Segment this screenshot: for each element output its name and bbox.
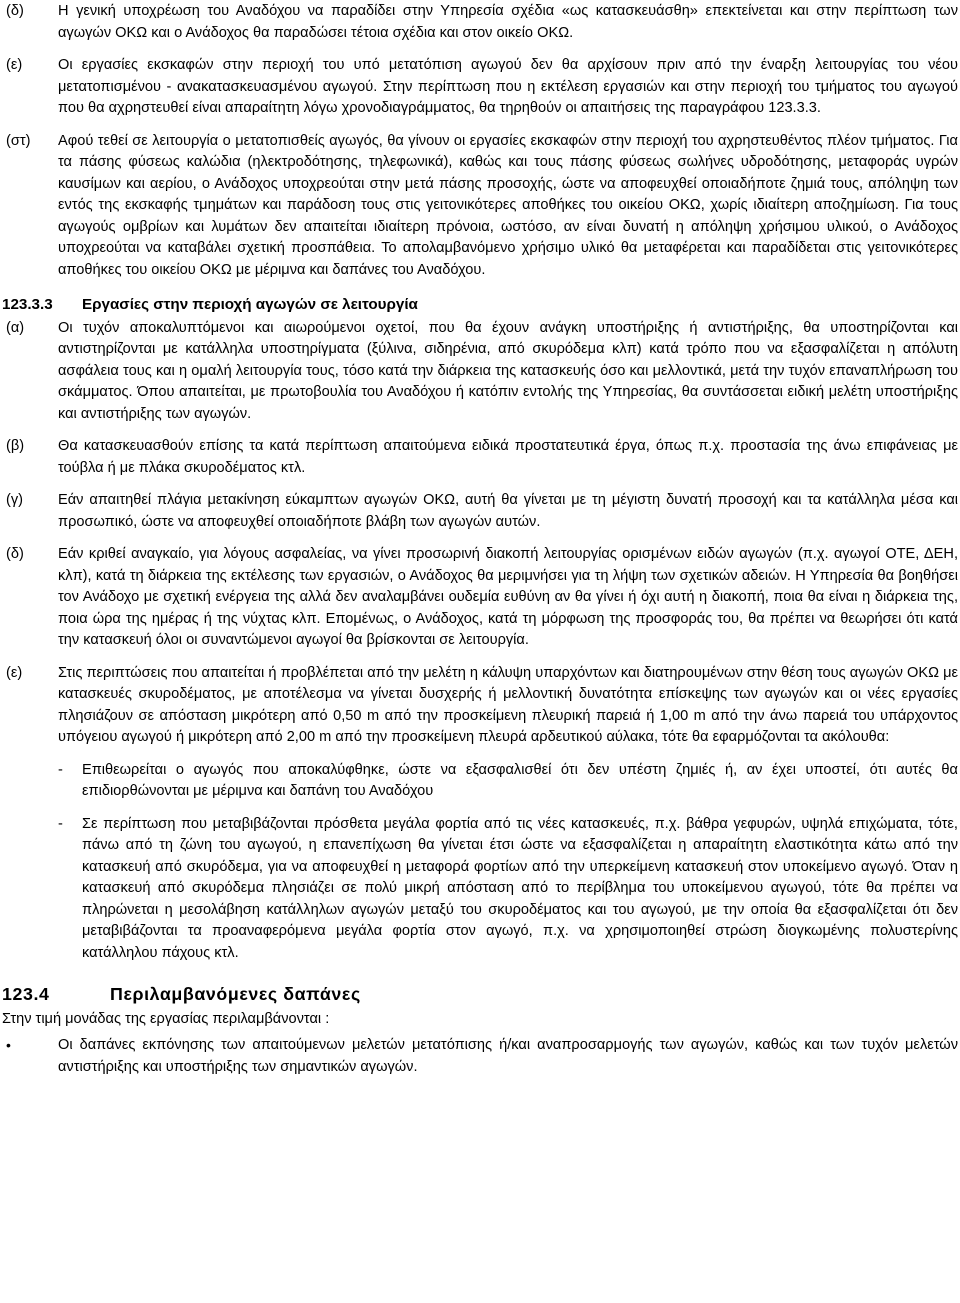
dash-marker: - bbox=[58, 815, 63, 832]
dash-list-item bbox=[0, 760, 960, 803]
section-title: Εργασίες στην περιοχή αγωγών σε λειτουργία bbox=[82, 296, 418, 313]
item-text: Θα κατασκευασθούν επίσης τα κατά περίπτωση απαιτούμενα ειδικά προστατευτικά έργα, όπως π.χ. προστασία της άνω επιφάνειας με τούβλα ή με πλάκα σκυροδέματος κτλ. bbox=[58, 438, 958, 476]
item-text: Οι τυχόν αποκαλυπτόμενοι και αιωρούμενοι οχετοί, που θα έχουν ανάγκη υποστήριξης ή αντιστήριξης, θα υποστηρίζονται και αντιστηρίζονται με κατάλληλα υποστηρίγματα (ξύλινα, σιδηρένια, από σκυρόδεμα κλπ) κατά τρόπο που να εξασφαλίζεται η απόλυτη ασφάλεια τους και η ομαλή λειτουργία τους, τόσο κατά την διάρκεια της κατασκευής όσο και μελλοντικά, μετά την τυχόν επαναπλήρωση του σκάμματος. Όπου απαιτείται, με πρωτοβουλία του Αναδόχου ή κατόπιν εντολής της Υπηρεσίας, θα συντάσσεται ειδική μελέτη υποστήριξης και αντιστήριξης των αγωγών. bbox=[58, 319, 958, 422]
item-label: (α) bbox=[6, 319, 25, 336]
dash-marker: - bbox=[58, 761, 63, 778]
list-item bbox=[0, 55, 960, 120]
section-number: 123.4 bbox=[2, 984, 50, 1004]
list-item bbox=[0, 663, 960, 749]
section-intro: Στην τιμή μονάδας της εργασίας περιλαμβάνονται : bbox=[2, 1010, 330, 1027]
item-text: Οι εργασίες εκσκαφών στην περιοχή του υπό μετατόπιση αγωγού δεν θα αρχίσουν πριν από την έναρξη λειτουργίας του νέου μετατοπισμένου - ανακατασκευασμένου αγωγού. Στην περίπτωση που η εκτέλεση εργασιών και στην περιοχή του τμήματος του αγωγού που θα αχρηστευθεί είναι απαραίτητη λόγω χρονοδιαγράμματος, θα τηρηθούν οι απαιτήσεις της παραγράφου 123.3.3. bbox=[58, 57, 958, 116]
dash-item-text: Σε περίπτωση που μεταβιβάζονται πρόσθετα μεγάλα φορτία από τις νέες κατασκευές, π.χ. βάθρα γεφυρών, υψηλά επιχώματα, τότε, πάνω από τη ζώνη του αγωγού, η επανεπίχωση θα γίνεται έτσι ώστε να εξασφαλίζεται η απαραίτητη ελαστικότητα κάτω από την κατασκευή από σκυρόδεμα, για να αποφευχθεί η μεταφορά φορτίων από την υπερκείμενη κατασκευή στον υποκείμενο αγωγό. Όταν η κατασκευή από σκυρόδεμα πλησιάζει σε πολύ μικρή απόσταση από το περίβλημα του υποκείμενου αγωγού, τότε θα πρέπει να πληρώνεται η μεσολάβηση κατάλληλων αγωγών μεταξύ του σκυροδέματος και του αγωγού, με την οποία θα εξασφαλίζεται ότι δεν μεταβιβάζονται τα προαναφερόμενα μεγάλα φορτία στον αγωγό, π.χ. να χρησιμοποιηθεί στρώση διογκωμένης πολυστερίνης κατάλληλου πάχους κτλ. bbox=[82, 815, 958, 961]
item-text: Αφού τεθεί σε λειτουργία ο μετατοπισθείς αγωγός, θα γίνουν οι εργασίες εκσκαφών στην περιοχή του αχρηστευθέντος πλέον τμήματος. Για τα πάσης φύσεως καλώδια (ηλεκτροδότησης, τηλεφωνικά), καθώς και τους πάσης φύσεως σωλήνες υδροδότησης, μεταφοράς υγρών καυσίμων και αερίου, ο Ανάδοχος υποχρεούται στην μετά πάσης προσοχής, ώστε να αποφευχθεί οποιαδήποτε ζημιά τους, απόληψη των εντός της εκσκαφής τμημάτων και παράδοση τους στις γειτονικότερες αποθήκες του οικείου ΟΚΩ, χωρίς ιδιαίτερη αποζημίωση. Για τους αγωγούς ομβρίων και λυμάτων δεν απαιτείται ιδιαίτερη πρόνοια, ωστόσο, αν είναι δυνατή η απόληψη χρήσιμου υλικού, ο Ανάδοχος υποχρεούται να καταβάλει σχετική προσπάθεια. Το απολαμβανόμενο χρήσιμο υλικό θα μεταφέρεται και παραδίδεται στις γειτονικότερες αποθήκες του οικείου ΟΚΩ με μέριμνα και δαπάνες του Αναδόχου. bbox=[58, 132, 958, 278]
list-item bbox=[0, 436, 960, 479]
item-label: (ε) bbox=[6, 57, 23, 73]
list-item bbox=[0, 318, 960, 426]
bullet-icon: • bbox=[6, 1037, 11, 1053]
item-text: Η γενική υποχρέωση του Αναδόχου να παραδίδει στην Υπηρεσία σχέδια «ως κατασκευάσθη» επεκτείνεται και στην περίπτωση των αγωγών ΟΚΩ και ο Ανάδοχος θα παραδώσει τέτοια σχέδια και στον οικείο ΟΚΩ. bbox=[58, 3, 958, 41]
item-label: (δ) bbox=[6, 3, 24, 19]
section-title: Περιλαμβανόμενες δαπάνες bbox=[110, 984, 361, 1004]
item-text: Στις περιπτώσεις που απαιτείται ή προβλέπεται από την μελέτη η κάλυψη υπαρχόντων και διατηρουμένων στην θέση τους αγωγών ΟΚΩ με κατασκευές σκυροδέματος, με αποτέλεσμα να γίνεται δυσχερής ή μελλοντική δυνατότητα επίσκεψης των αγωγών και οι νέες εργασίες πλησιάζουν σε απόσταση μικρότερη από 0,50 m από την προσκείμενη πλευρική παρειά ή 1,00 m από την άνω παρειά του υπάρχοντος υπόγειου αγωγού ή μικρότερη από 2,00 m από την προσκείμενη πλευρά αρδευτικού αύλακα, τότε θα εφαρμόζονται τα ακόλουθα: bbox=[58, 664, 958, 745]
bullet-item-text: Οι δαπάνες εκπόνησης των απαιτούμενων μελετών μετατόπισης ή/και αναπροσαρμογής των αγωγών, καθώς και των τυχόν μελετών αντιστήριξης και υποστήριξης των σημαντικών αγωγών. bbox=[58, 1037, 958, 1075]
item-text: Εάν κριθεί αναγκαίο, για λόγους ασφαλείας, να γίνει προσωρινή διακοπή λειτουργίας ορισμένων ειδών αγωγών (π.χ. αγωγοί ΟΤΕ, ΔΕΗ, κλπ), κατά τη διάρκεια της εκτέλεσης των εργασιών, ο Ανάδοχος θα μεριμνήσει για τη λήψη των σχετικών αδειών. Η Υπηρεσία θα βοηθήσει τον Ανάδοχο με σχετική ενέργεια της αλλά δεν αναλαμβάνει ουδεμία ευθύνη αν θα γίνει ή όχι αυτή η διακοπή, ποια θα είναι η διάρκεια της, ποια ώρα της ημέρας ή της νύχτας κλπ. Επομένως, ο Ανάδοχος, κατά τη μόρφωση της προσφοράς του, θα πρέπει να θεωρήσει ότι κατά την κατασκευή όλοι οι συναντώμενοι αγωγοί θα βρίσκονται σε λειτουργία. bbox=[58, 546, 958, 648]
list-item bbox=[0, 490, 960, 533]
list-item bbox=[0, 131, 960, 282]
list-item bbox=[0, 544, 960, 652]
section-heading bbox=[0, 984, 960, 1006]
list-item bbox=[0, 1, 960, 44]
dash-item-text: Επιθεωρείται ο αγωγός που αποκαλύφθηκε, ώστε να εξασφαλισθεί ότι δεν υπέστη ζημιές ή, αν έχει υποστεί, ότι αυτές θα επιδιορθώνονται με μέριμνα και δαπάνη του Αναδόχου bbox=[82, 761, 958, 799]
dash-list-item bbox=[0, 814, 960, 965]
item-label: (στ) bbox=[6, 132, 31, 149]
bullet-list-item bbox=[0, 1035, 960, 1078]
item-label: (β) bbox=[6, 438, 25, 454]
item-label: (ε) bbox=[6, 664, 23, 681]
item-text: Εάν απαιτηθεί πλάγια μετακίνηση εύκαμπτων αγωγών ΟΚΩ, αυτή θα γίνεται με τη μέγιστη δυνατή προσοχή και τα κατάλληλα μέσα και προσωπικό, ώστε να αποφευχθεί οποιαδήποτε βλάβη των αγωγών αυτών. bbox=[58, 492, 958, 530]
item-label: (γ) bbox=[6, 492, 24, 508]
item-label: (δ) bbox=[6, 546, 24, 562]
section-number: 123.3.3 bbox=[2, 296, 53, 313]
section-heading bbox=[0, 294, 960, 316]
